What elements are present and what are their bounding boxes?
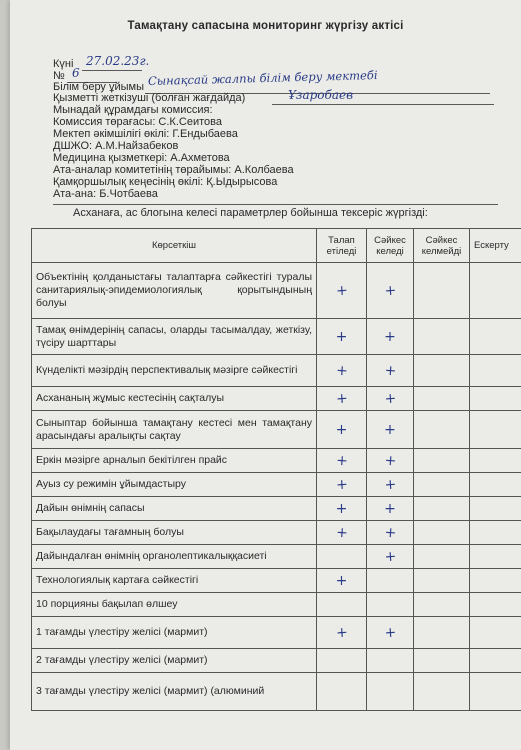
- school-label: Білім беру ұйымы: [53, 81, 145, 93]
- matches-cell: +: [366, 543, 415, 570]
- parents-committee-chair: Ата-аналар комитетінің төрайымы: А.Колбаева: [53, 164, 294, 176]
- matches-cell: +: [366, 471, 415, 498]
- note-cell: [470, 497, 521, 521]
- table-row: [32, 497, 521, 521]
- members-underline: [53, 204, 498, 205]
- indicator-cell: Сыныптар бойынша тамақтану кестесі мен тамақтану арасындағы аралықты сақтау: [32, 411, 317, 449]
- table-row: [32, 649, 521, 673]
- header-indicator: Көрсеткіш: [32, 229, 317, 263]
- note-cell: [470, 411, 521, 449]
- matches-cell: +: [365, 261, 416, 320]
- required-cell: +: [317, 569, 367, 593]
- required-cell: +: [317, 497, 367, 521]
- note-cell: [470, 545, 521, 569]
- inspection-intro: Асханаға, ас блогына келесі параметрлер бойынша тексеріс жүргізді:: [73, 207, 428, 219]
- table-row: [32, 673, 521, 711]
- header-required: Талап етіледі: [317, 229, 367, 263]
- matches-cell: [367, 649, 414, 673]
- document-title: Тамақтану сапасына мониторинг жүргізу актісі: [127, 20, 404, 32]
- header-not-matches: Сәйкес келмейді: [414, 229, 470, 263]
- trustee-council-rep: Қамқоршылық кеңесінің өкілі: Қ.Ыдырысова: [53, 176, 278, 188]
- matches-cell: +: [367, 319, 414, 355]
- required-cell: [316, 591, 368, 618]
- indicator-cell: 2 тағамды үлестіру желісі (мармит): [32, 649, 317, 673]
- not-matches-cell: [414, 449, 470, 473]
- indicator-cell: 1 тағамды үлестіру желісі (мармит): [32, 617, 317, 649]
- required-cell: [316, 543, 368, 570]
- commission-label: Мынадай құрамдағы комиссия:: [53, 104, 213, 116]
- required-cell: +: [315, 261, 369, 320]
- indicator-cell: Асхананың жұмыс кестесінің сақталуы: [32, 387, 317, 411]
- required-cell: [317, 649, 367, 673]
- header-note: Ескерту: [470, 229, 521, 263]
- note-cell: [470, 355, 521, 387]
- required-cell: +: [317, 319, 367, 355]
- indicator-cell: Дайын өнімнің сапасы: [32, 497, 317, 521]
- staff-underline: [272, 104, 494, 105]
- matches-cell: +: [365, 615, 414, 650]
- not-matches-cell: [414, 411, 470, 449]
- table-header-row: [32, 229, 521, 263]
- not-matches-cell: [414, 521, 470, 545]
- note-cell: [470, 521, 521, 545]
- matches-cell: +: [366, 519, 415, 546]
- required-cell: +: [316, 471, 368, 498]
- note-cell: [470, 263, 521, 319]
- indicator-cell: Тамақ өнімдерінің сапасы, оларды тасымалдау, жеткізу, түсіру шарттары: [32, 319, 317, 355]
- not-matches-cell: [414, 593, 470, 617]
- indicator-cell: 3 тағамды үлестіру желісі (мармит) (алюминий: [32, 673, 317, 711]
- indicator-cell: Бақылаудағы тағамның болуы: [32, 521, 317, 545]
- table-row: [32, 263, 521, 319]
- table-row: [32, 521, 521, 545]
- note-cell: [470, 673, 521, 711]
- commission-chair: Комиссия төрағасы: С.К.Сеитова: [53, 116, 222, 128]
- indicator-cell: Дайындалған өнімнің органолептикалыққасиеті: [32, 545, 317, 569]
- required-cell: +: [316, 385, 368, 412]
- note-cell: [470, 319, 521, 355]
- table-row: [32, 319, 521, 355]
- required-cell: +: [316, 447, 368, 474]
- matches-cell: +: [367, 497, 414, 521]
- note-cell: [470, 649, 521, 673]
- note-cell: [470, 569, 521, 593]
- not-matches-cell: [414, 473, 470, 497]
- note-cell: [470, 449, 521, 473]
- table-row: [32, 617, 521, 649]
- matches-cell: +: [365, 353, 414, 388]
- table-row: [32, 411, 521, 449]
- school-admin-rep: Мектеп әкімшілігі өкілі: Г.Ендыбаева: [53, 128, 238, 140]
- required-cell: +: [315, 615, 367, 650]
- table-row: [32, 387, 521, 411]
- not-matches-cell: [414, 545, 470, 569]
- matches-cell: +: [366, 385, 415, 412]
- note-cell: [470, 387, 521, 411]
- matches-cell: +: [367, 411, 414, 449]
- not-matches-cell: [414, 649, 470, 673]
- not-matches-cell: [414, 673, 470, 711]
- not-matches-cell: [414, 263, 470, 319]
- staff-value: Ұзаробаев: [288, 88, 354, 102]
- indicator-cell: Технологиялық картаға сәйкестігі: [32, 569, 317, 593]
- not-matches-cell: [414, 319, 470, 355]
- indicator-cell: Күнделікті мәзірдің перспективалық мәзірге сәйкестігі: [32, 355, 317, 387]
- table-row: [32, 569, 521, 593]
- required-cell: +: [316, 519, 368, 546]
- note-cell: [470, 617, 521, 649]
- parent-member: Ата-ана: Б.Чотбаева: [53, 188, 158, 200]
- date-label: Күні: [53, 58, 74, 70]
- inspection-table: [31, 228, 521, 711]
- matches-cell: [366, 591, 415, 618]
- indicator-cell: 10 порцияны бақылап өлшеу: [32, 593, 317, 617]
- medical-worker: Медицина қызметкері: А.Ахметова: [53, 152, 230, 164]
- indicator-cell: Объектінің қолданыстағы талаптарға сәйкестігі туралы санитариялық-эпидемиологиялық қорытындының болуы: [32, 263, 317, 319]
- required-cell: +: [315, 353, 367, 388]
- table-row: [32, 593, 521, 617]
- note-cell: [470, 593, 521, 617]
- not-matches-cell: [414, 497, 470, 521]
- not-matches-cell: [414, 569, 470, 593]
- table-row: [32, 545, 521, 569]
- matches-cell: +: [366, 447, 415, 474]
- note-cell: [470, 473, 521, 497]
- table-row: [32, 355, 521, 387]
- not-matches-cell: [414, 387, 470, 411]
- date-underline: [82, 70, 142, 71]
- table-row: [32, 449, 521, 473]
- matches-cell: [367, 569, 414, 593]
- indicator-cell: Еркін мәзірге арналып бекітілген прайс: [32, 449, 317, 473]
- date-value: 27.02.23г.: [86, 54, 150, 68]
- indicator-cell: Ауыз су режимін ұйымдастыру: [32, 473, 317, 497]
- matches-cell: [365, 671, 415, 712]
- school-value: Сынақсай жалпы білім беру мектебі: [147, 67, 378, 88]
- table-row: [32, 473, 521, 497]
- not-matches-cell: [414, 617, 470, 649]
- not-matches-cell: [414, 355, 470, 387]
- required-cell: +: [317, 411, 367, 449]
- staff-label: Қызметті жеткізуші (болған жағдайда): [53, 92, 246, 104]
- number-value: 6: [72, 66, 80, 80]
- header-matches: Сәйкес келеді: [367, 229, 414, 263]
- required-cell: [315, 671, 368, 712]
- deputy-director: ДШЖО: А.М.Найзабеков: [53, 140, 179, 152]
- number-label: №: [53, 70, 65, 82]
